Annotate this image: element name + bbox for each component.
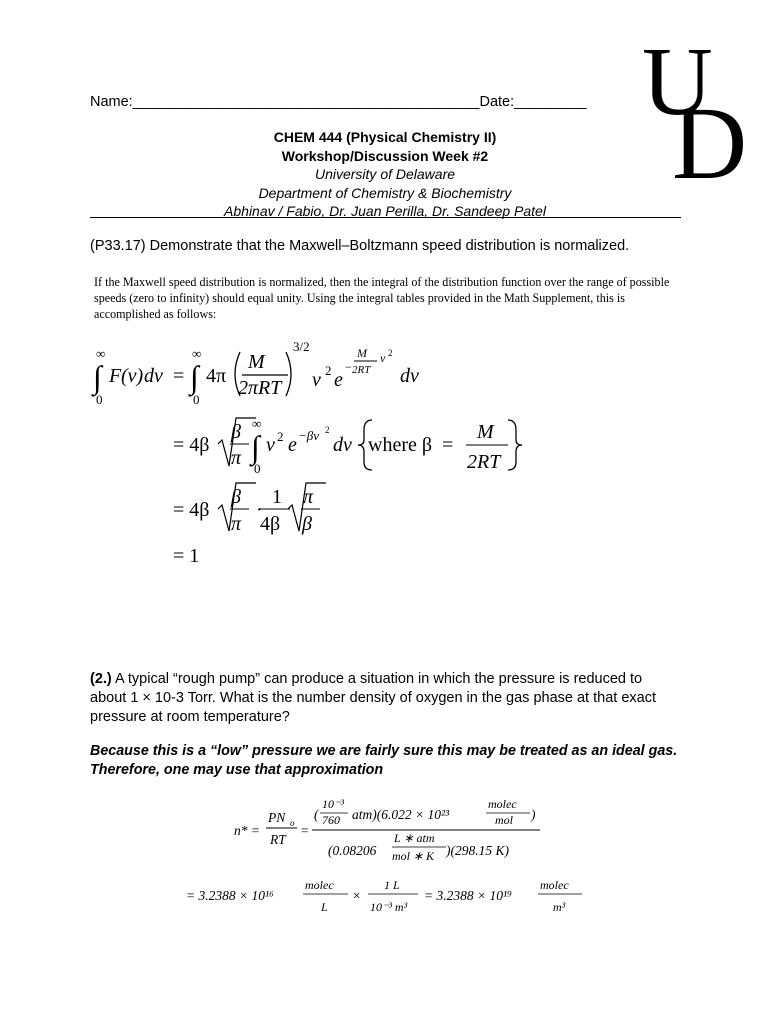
eq5-L-atm: L ∗ atm (394, 831, 435, 845)
eq2-e: e (288, 434, 297, 456)
eq3-sqrt-pi: π (231, 513, 242, 535)
eq5-const-part: (0.08206 (328, 843, 377, 858)
eq6-m3: m³ (553, 900, 566, 914)
eq1-lower-limit-2: 0 (193, 392, 200, 407)
instructor-names: Abhinav / Fabio, Dr. Juan Perilla, Dr. Sandeep Patel (224, 203, 546, 219)
problem2-note: Because this is a “low” pressure we are fairly sure this may be treated as an ideal gas. Therefore, one may use that approximation (90, 743, 678, 778)
eq1-exp-minus: − (345, 360, 352, 374)
eq1-upper-limit: ∞ (96, 346, 106, 361)
eq5-temp-part: )(298.15 K) (446, 843, 509, 858)
eq2-v-sq: 2 (277, 429, 284, 444)
eq1-integral-sign: ∫ (93, 359, 102, 395)
eq2-exponent: −βν (298, 428, 320, 443)
eq1-dv-2: dν (400, 365, 419, 387)
eq6-times: × (352, 888, 362, 903)
eq1-upper-limit-2: ∞ (192, 346, 202, 361)
logo-letter-u: U (642, 28, 713, 136)
logo-letter-d: D (672, 86, 748, 182)
eq1-dv: dν (144, 365, 163, 387)
eq3-four-beta: = 4β (173, 499, 210, 521)
eq2-exponent-sq: 2 (325, 425, 330, 435)
name-date-line: Name:___________________________________________Date:_________ (90, 94, 587, 110)
problem2-text: A typical “rough pump” can produce a situation in which the pressure is reduced to about 1 × 10-3 Torr. What is the number density of oxygen in the gas phase at that exact pressure at room temperature? (90, 671, 656, 725)
eq5-PN: PN (268, 810, 286, 825)
eq5-mol: mol (495, 813, 513, 827)
eq1-denominator: 2πRT (238, 377, 282, 399)
eq6-ten-m3-m3: 10⁻³ m³ (370, 900, 408, 914)
eq6-one-L: 1 L (384, 878, 400, 892)
eq2-lower-limit: 0 (254, 461, 261, 476)
department-name: Department of Chemistry & Biochemistry (258, 184, 512, 201)
eq5-lparen: ( (314, 807, 319, 822)
eq4-equals-one: = 1 (173, 545, 200, 567)
eq6-molec: molec (305, 878, 334, 892)
eq3-sqrt-beta: β (231, 486, 241, 508)
eq5-equals: = (300, 823, 310, 838)
eq5-molec: molec (488, 797, 517, 811)
eq5-o-subscript: o (290, 818, 295, 828)
university-name: University of Delaware (314, 166, 456, 182)
eq1-e: e (334, 369, 343, 391)
eq1-exp-v-sq: 2 (388, 348, 393, 358)
eq1-exponent-3-2: 3/2 (293, 339, 310, 354)
eq2-beta-numerator: M (477, 421, 494, 443)
eq1-equals: = (173, 365, 185, 387)
eq6-molec-2: molec (540, 878, 569, 892)
eq5-rparen: ) (531, 807, 536, 822)
course-title: CHEM 444 (Physical Chemistry II) (273, 129, 497, 145)
eq2-where-beta: where β (368, 434, 433, 456)
eq5-nstar: n* = (234, 823, 260, 838)
eq3-one: 1 (272, 486, 282, 508)
eq2-sqrt-pi: π (231, 447, 242, 469)
eq6-result-rhs: = 3.2388 × 10¹⁹ (424, 888, 512, 903)
eq1-v-squared: 2 (325, 363, 332, 378)
eq1-F: F (109, 365, 122, 387)
eq3-cdot: · (256, 499, 263, 521)
eq1-exp-v: ν (380, 351, 386, 365)
eq2-sqrt-beta: β (231, 421, 241, 443)
eq3-sqrt-beta-den: β (302, 513, 312, 535)
eq2-four-beta: = 4β (173, 434, 210, 456)
eq5-atm-part: atm)(6.022 × 10²³ (352, 807, 450, 822)
eq6-result-lhs: = 3.2388 × 10¹⁶ (186, 888, 274, 903)
eq1-exp-M: M (357, 346, 367, 360)
problem1-prompt: (P33.17) Demonstrate that the Maxwell–Boltzmann speed distribution is normalized. (90, 238, 630, 254)
eq3-sqrt-pi-num: π (303, 486, 314, 508)
eq3-four-beta-denominator: 4β (260, 513, 281, 535)
eq2-dv: dν (333, 434, 352, 456)
eq2-upper-limit: ∞ (252, 416, 262, 431)
eq1-exp-2RT: 2RT (352, 364, 371, 376)
eq2-v: ν (266, 434, 275, 456)
problem1-explanation: If the Maxwell speed distribution is normalized, then the integral of the distribution function over the range of possible speeds (zero to infinity) should equal unity. Using the integral tables provided in the Math Supplement, this is accomplished as follows: (94, 275, 670, 321)
workshop-title: Workshop/Discussion Week #2 (281, 147, 489, 164)
eq1-integral-sign-2: ∫ (190, 359, 199, 395)
problem2-label: (2.) (90, 671, 112, 687)
eq6-L: L (321, 900, 328, 914)
eq5-mol-K: mol ∗ K (392, 849, 435, 863)
eq1-lower-limit: 0 (96, 392, 103, 407)
eq1-four-pi: 4π (206, 365, 227, 387)
eq2-equals: = (442, 434, 454, 456)
eq5-RT: RT (270, 832, 286, 847)
eq1-Fv: (ν) (121, 365, 144, 387)
eq2-integral-sign: ∫ (251, 429, 260, 465)
eq2-beta-denominator: 2RT (467, 451, 501, 473)
eq5-ten-minus-3: 10⁻³ (322, 797, 344, 811)
eq1-numerator-M: M (248, 351, 265, 373)
eq1-v: ν (312, 369, 321, 391)
eq5-760: 760 (322, 813, 340, 827)
